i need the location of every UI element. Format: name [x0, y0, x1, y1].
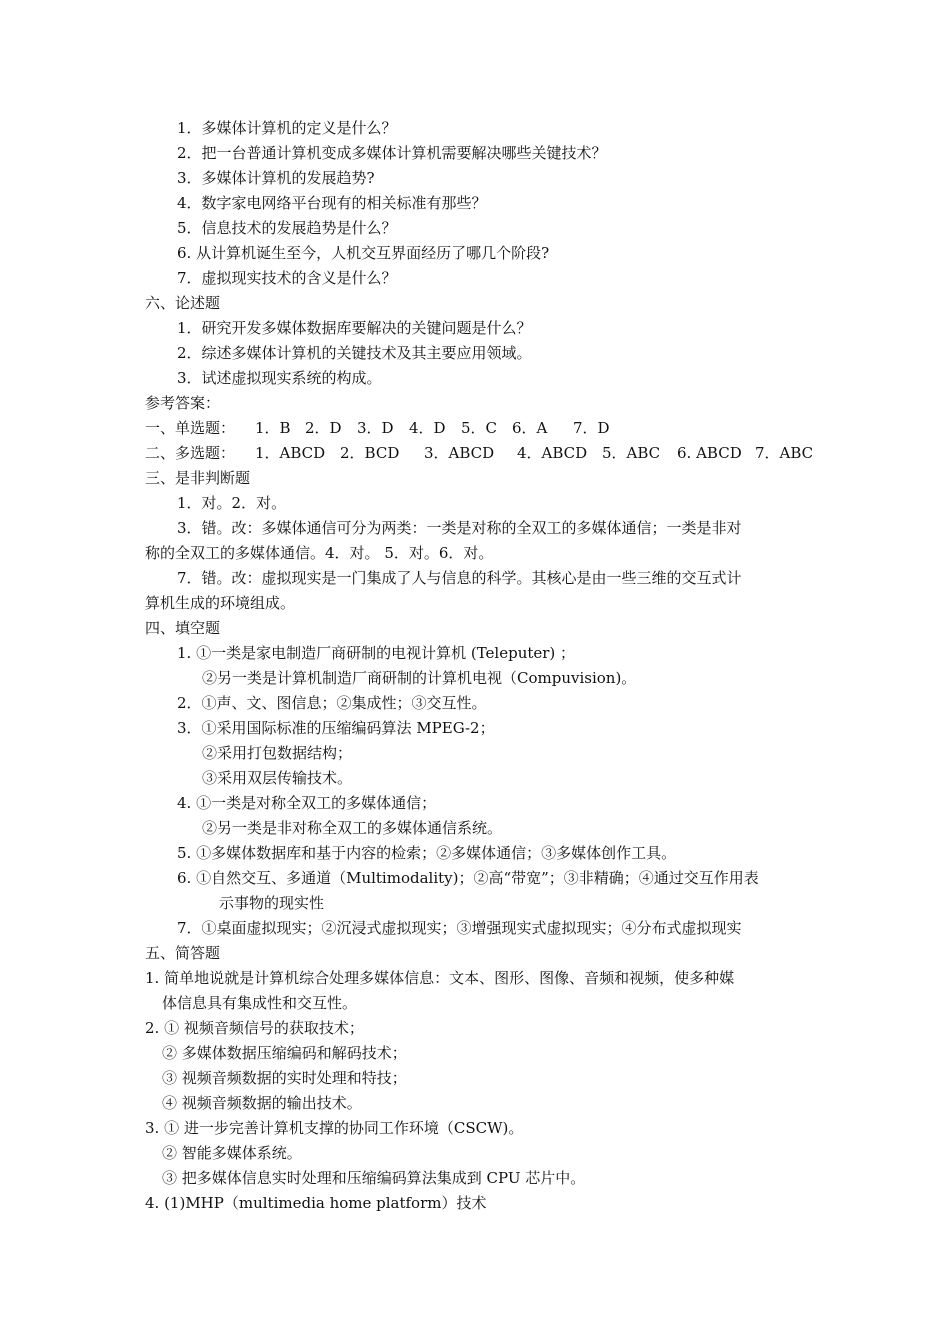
- question-item: 1．多媒体计算机的定义是什么？: [177, 119, 397, 137]
- short-answer-line: ② 智能多媒体系统。: [162, 1144, 302, 1162]
- fill-blank-line: 7．①桌面虚拟现实；②沉浸式虚拟现实；③增强现实式虚拟现实；④分布式虚拟现实: [177, 919, 742, 937]
- short-answer-line: 体信息具有集成性和交互性。: [162, 994, 358, 1012]
- short-answer-line: ③ 视频音频数据的实时处理和特技；: [162, 1069, 407, 1087]
- multi-choice-label: 二、多选题：: [145, 444, 236, 462]
- fill-blank-line: ②采用打包数据结构；: [202, 744, 353, 762]
- multi-choice-answer: 2．BCD: [340, 444, 400, 462]
- essay-question: 3．试述虚拟现实系统的构成。: [177, 369, 382, 387]
- multi-choice-answer: 6. ABCD: [677, 444, 742, 462]
- multi-choice-answer: 7．ABC: [755, 444, 814, 462]
- section-heading-true-false: 三、是非判断题: [145, 469, 251, 487]
- question-item: 3．多媒体计算机的发展趋势?: [177, 169, 375, 187]
- section-heading-essay: 六、论述题: [145, 294, 221, 312]
- single-choice-label: 一、单选题：: [145, 419, 236, 437]
- true-false-line: 1．对。2．对。: [177, 494, 287, 512]
- question-item: 7．虚拟现实技术的含义是什么？: [177, 269, 397, 287]
- fill-blank-line: 4. ①一类是对称全双工的多媒体通信；: [177, 794, 437, 812]
- question-item: 4．数字家电网络平台现有的相关标准有那些？: [177, 194, 487, 212]
- question-item: 2．把一台普通计算机变成多媒体计算机需要解决哪些关键技术？: [177, 144, 607, 162]
- single-choice-answer: 6．A: [512, 419, 548, 437]
- short-answer-line: 2. ① 视频音频信号的获取技术；: [145, 1019, 364, 1037]
- fill-blank-line: 6. ①自然交互、多通道（Multimodality)；②高“带宽”；③非精确；④通过交互作用表: [177, 869, 759, 887]
- fill-blank-line: 2．①声、文、图信息；②集成性；③交互性。: [177, 694, 487, 712]
- fill-blank-line: 3．①采用国际标准的压缩编码算法 MPEG-2；: [177, 719, 495, 737]
- true-false-line: 3．错。改：多媒体通信可分为两类：一类是对称的全双工的多媒体通信；一类是非对: [177, 519, 742, 537]
- fill-blank-line: ②另一类是非对称全双工的多媒体通信系统。: [202, 819, 503, 837]
- single-choice-answer: 5．C: [461, 419, 498, 437]
- multi-choice-answer: 4．ABCD: [517, 444, 588, 462]
- true-false-line: 称的全双工的多媒体通信。4．对。 5．对。6．对。: [145, 544, 494, 562]
- single-choice-answer: 2．D: [305, 419, 342, 437]
- short-answer-line: 1. 简单地说就是计算机综合处理多媒体信息：文本、图形、图像、音频和视频，使多种媒: [145, 969, 735, 987]
- single-choice-answer: 7．D: [573, 419, 610, 437]
- single-choice-answer: 4．D: [409, 419, 446, 437]
- question-item: 5．信息技术的发展趋势是什么？: [177, 219, 397, 237]
- short-answer-line: 3. ① 进一步完善计算机支撑的协同工作环境（CSCW)。: [145, 1119, 524, 1137]
- short-answer-line: ② 多媒体数据压缩编码和解码技术；: [162, 1044, 407, 1062]
- single-choice-answer: 3．D: [357, 419, 394, 437]
- short-answer-line: ④ 视频音频数据的输出技术。: [162, 1094, 362, 1112]
- section-heading-short-answer: 五、简答题: [145, 944, 221, 962]
- multi-choice-answer: 1．ABCD: [255, 444, 326, 462]
- answers-heading: 参考答案：: [145, 394, 221, 412]
- true-false-line: 7．错。改：虚拟现实是一门集成了人与信息的科学。其核心是由一些三维的交互式计: [177, 569, 742, 587]
- section-heading-fill-blank: 四、填空题: [145, 619, 221, 637]
- fill-blank-line: ②另一类是计算机制造厂商研制的计算机电视（Compuvision)。: [202, 669, 637, 687]
- essay-question: 2．综述多媒体计算机的关键技术及其主要应用领域。: [177, 344, 532, 362]
- multi-choice-answer: 3．ABCD: [424, 444, 495, 462]
- fill-blank-line: 1. ①一类是家电制造厂商研制的电视计算机 (Teleputer) ；: [177, 644, 576, 662]
- true-false-line: 算机生成的环境组成。: [145, 594, 296, 612]
- single-choice-answer: 1．B: [255, 419, 291, 437]
- short-answer-line: 4. (1)MHP（multimedia home platform）技术: [145, 1194, 487, 1212]
- essay-question: 1．研究开发多媒体数据库要解决的关键问题是什么？: [177, 319, 532, 337]
- fill-blank-line: 示事物的现实性: [219, 894, 325, 912]
- fill-blank-line: 5. ①多媒体数据库和基于内容的检索；②多媒体通信；③多媒体创作工具。: [177, 844, 677, 862]
- question-item: 6. 从计算机诞生至今，人机交互界面经历了哪几个阶段?: [177, 244, 550, 262]
- multi-choice-answer: 5．ABC: [602, 444, 661, 462]
- short-answer-line: ③ 把多媒体信息实时处理和压缩编码算法集成到 CPU 芯片中。: [162, 1169, 586, 1187]
- fill-blank-line: ③采用双层传输技术。: [202, 769, 353, 787]
